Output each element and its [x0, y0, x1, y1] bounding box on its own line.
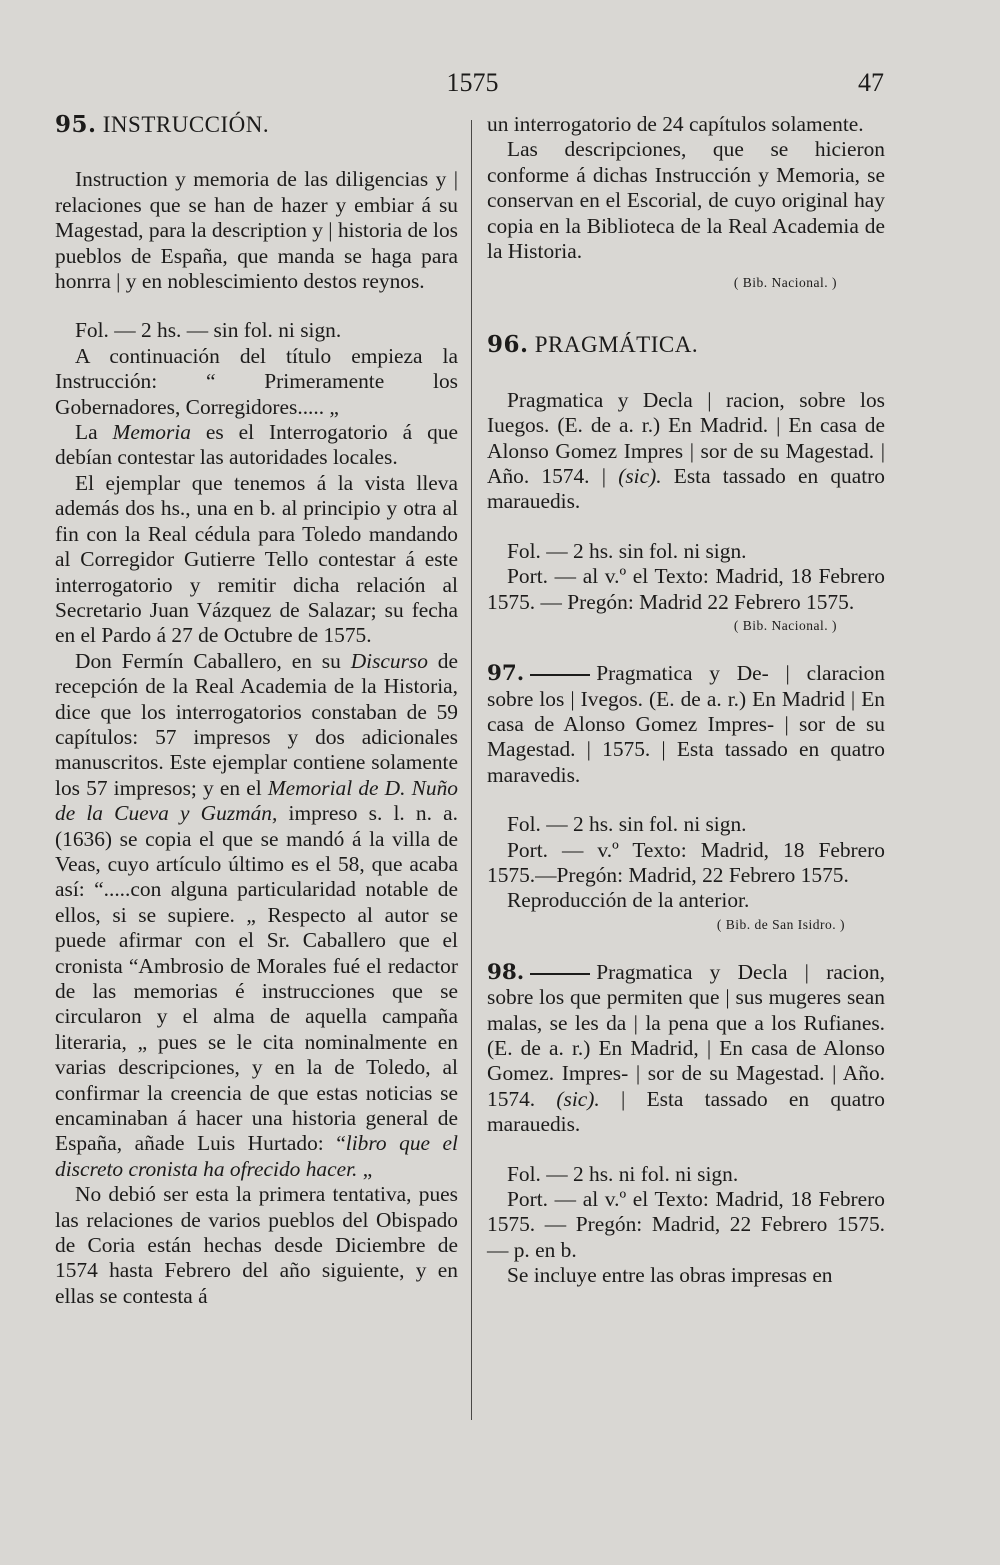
entry-95-note-2: La Memoria es el Interrogatorio á que debían contestar las autoridades locales.	[55, 420, 458, 470]
entry-96-title: PRAGMÁTICA.	[534, 332, 699, 358]
entry-97-collation: Fol. — 2 hs. sin fol. ni sign.	[507, 812, 747, 837]
entry-97-number: 97.	[487, 661, 525, 687]
entry-95-source: ( Bib. Nacional. )	[733, 275, 837, 291]
entry-96-note: Port. — al v.º el Texto: Madrid, 18 Febrero 1575. — Pregón: Madrid 22 Febrero 1575.	[487, 564, 885, 614]
entry-95-description: Instruction y memoria de las diligencias y | relaciones que se han de hazer y embiar á su Magestad, para la description y | historia de los pueblos de España, que manda se haga para honrra | y en noblescimiento destos reynos.	[55, 167, 458, 294]
entry-95-title: INSTRUCCIÓN.	[102, 112, 270, 137]
entry-97-source: ( Bib. de San Isidro. )	[716, 916, 845, 932]
running-head-year: 1575	[446, 68, 499, 97]
entry-97-note-2: Reproducción de la anterior.	[507, 888, 750, 913]
entry-96-collation: Fol. — 2 hs. sin fol. ni sign.	[507, 538, 747, 563]
entry-98-note-1: Port. — al v.º el Texto: Madrid, 18 Febrero 1575. — Pregón: Madrid, 22 Febrero 1575. — p. en b.	[487, 1187, 885, 1262]
entry-96-source: ( Bib. Nacional. )	[733, 618, 837, 634]
entry-95-continuation-2: Las descripciones, que se hicieron conforme á dichas Instrucción y Memoria, se conservan en el Escorial, de cuyo original hay copia en la Biblioteca de la Real Academia de la Historia.	[487, 137, 885, 264]
entry-95-continuation: un interrogatorio de 24 capítulos solamente.	[487, 112, 864, 136]
entry-95-heading	[55, 112, 458, 137]
entry-98-collation: Fol. — 2 hs. ni fol. ni sign.	[507, 1161, 739, 1186]
entry-95-note-4: Don Fermín Caballero, en su Discurso de recepción de la Real Academia de la Historia, dice que los interrogatorios constaban de 59 capítulos: 57 impresos y dos adicionales manuscritos. Este ejemplar contiene solamente los 57 impresos; y en el Memorial de D. Nuño de la Cueva y Guzmán, impreso s. l. n. a. (1636) se copia el que se mandó á la villa de Veas, cuyo artículo último es el 58, que acaba así: “.....con alguna particularidad notable de ellos, si se supiere. „ Respecto al autor se puede afirmar con el Sr. Caballero que el cronista “Ambrosio de Morales fué el redactor de las memorias é instrucciones que se circularon y el alma de aquella campaña literaria, „ pues se le cita nominalmente en varias descripciones, y en la de Toledo, al confirmar la creencia de que estas noticias se encaminaban á hacer una historia general de España, añade Luis Hurtado: “libro que el discreto cronista ha ofrecido hacer. „	[55, 648, 459, 1181]
entry-97-description: 97. Pragmatica y De- | claracion sobre los | Ivegos. (E. de a. r.) En Madrid | En casa de Alonso Gomez Impres- | sor de su Magestad. | 1575. | Esta tassado en quatro maravedis.	[487, 661, 885, 787]
entry-95-note-5: No debió ser esta la primera tentativa, pues las relaciones de varios pueblos del Obispado de Coria están hechas desde Diciembre de 1574 hasta Febrero del año siguiente, y en ellas se contesta á	[55, 1182, 458, 1308]
entry-95-collation: Fol. — 2 hs. — sin fol. ni sign.	[75, 318, 342, 343]
entry-97-note-1: Port. — v.º Texto: Madrid, 18 Febrero 1575.—Pregón: Madrid, 22 Febrero 1575.	[487, 837, 885, 887]
entry-96-description: Pragmatica y Decla | racion, sobre los Iuegos. (E. de a. r.) En Madrid. | En casa de Alonso Gomez Impres | sor de su Magestad. | Año. 1574. | (sic). Esta tassado en quatro marauedis.	[487, 387, 885, 514]
ditto-dash	[530, 674, 590, 676]
left-column	[55, 112, 458, 1309]
entry-98-description: 98. Pragmatica y Decla | racion, sobre los que permiten que | sus mugeres sean malas, se les da | la pena que a los Rufianes. (E. de a. r.) En Madrid, | En casa de Alonso Gomez. Impres- | sor de su Magestad. | Año. 1574. (sic). | Esta tassado en quatro marauedis.	[487, 959, 886, 1137]
entry-95-note-1: A continuación del título empieza la Instrucción: “ Primeramente los Gobernadores, Corregidores..... „	[55, 343, 458, 419]
entry-96-heading	[487, 332, 885, 357]
entry-96-number: 96.	[487, 331, 529, 359]
page-number: 47	[858, 68, 884, 97]
ditto-dash	[530, 973, 590, 975]
entry-98-number: 98.	[487, 959, 525, 985]
entry-98-note-2: Se incluye entre las obras impresas en	[507, 1263, 833, 1288]
column-divider	[471, 120, 472, 1420]
right-column	[487, 112, 885, 1289]
entry-95-note-3: El ejemplar que tenemos á la vista lleva además dos hs., una en b. al principio y otra al fin con la Real cédula para Toledo mandando al Corregidor Gutierre Tello contestar á este interrogatorio y remitir dicha relación al Secretario Juan Vázquez de Salazar; su fecha en el Pardo á 27 de Octubre de 1575.	[55, 470, 458, 648]
entry-95-number: 95.	[55, 111, 97, 138]
